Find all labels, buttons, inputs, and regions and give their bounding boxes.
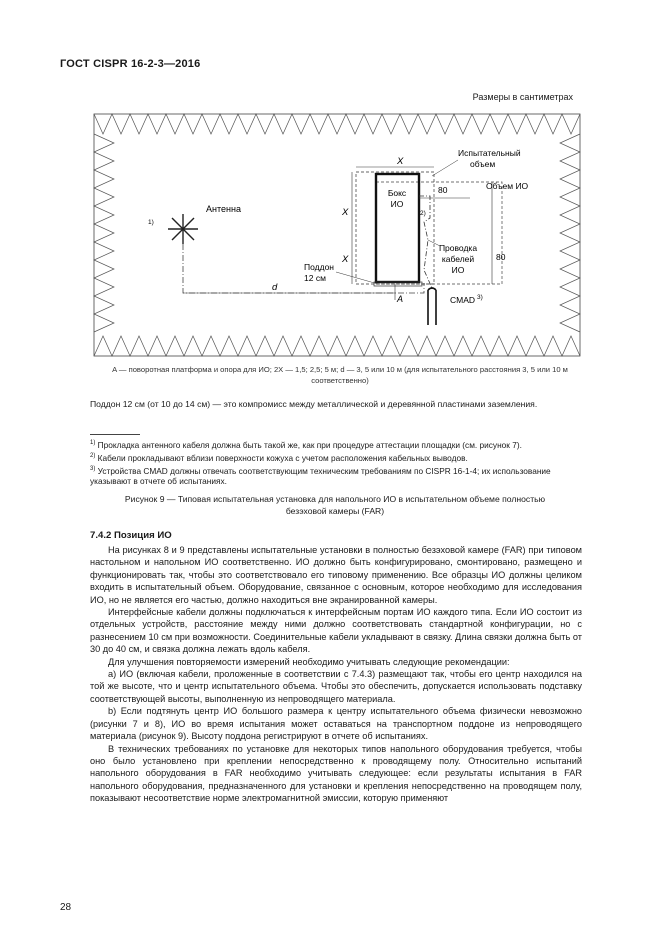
paragraph: На рисунках 8 и 9 представлены испытательные установки в полностью безэховой камере (FAR) при типовом настольном и напольном ИО соответственно. ИО должно быть конфигурировано, смонтировано, размещено и функционировать так, чтобы это соответствовало его типовому применению. Все образцы ИО должны целиком входить в испытательный объем. Оборудование, связанное с основным, которое необходимо для исследования ИО, но не является его частью, должно находиться вне экранированной камеры.	[90, 545, 582, 605]
eut-box-label-2: ИО	[390, 199, 404, 209]
footnote-rule	[90, 434, 140, 435]
paragraph: Интерфейсные кабели должны подключаться к интерфейсным портам ИО каждого типа. Если ИО состоит из отдельных устройств, расстояние между ними должно соответствовать стандартной конфигурации, но с разнесением 10 см при возможности. Соединительные кабели укладывают в связку. Длина связки должна быть от 30 до 40 см, и связка должна лежать вдоль кабеля.	[90, 607, 582, 655]
cabling-label-1: Проводка	[438, 243, 478, 253]
footnote-2: $^{2)}$ Кабели прокладывают вблизи поверхности кожуха с учетом расположения кабельных выводов.	[90, 452, 468, 463]
eut-box-label-1: Бокс	[387, 188, 407, 198]
paragraph: b) Если подтянуть центр ИО большого размера к центру испытательного объема физически невозможно (рисунки 7 и 8), ИО во время испытания может оставаться на транспортном поддоне из непроводящего материала (рисунок 9). Высоту поддона регистрируют в отчете об испытаниях.	[90, 706, 582, 742]
absorber-left	[94, 134, 114, 332]
document-header: ГОСТ CISPR 16-2-3—2016	[60, 58, 201, 70]
footnotes	[90, 438, 582, 487]
cmad-label: CMAD	[450, 295, 476, 305]
eut-volume-label: Объем ИО	[486, 181, 529, 191]
footnote-mark-3: 3)	[477, 294, 483, 301]
pallet-label-2: 12 см	[304, 273, 326, 283]
antenna-icon	[168, 214, 198, 244]
paragraph: Для улучшения повторяемости измерений необходимо учитывать следующие рекомендации:	[108, 656, 510, 667]
pallet-label-1: Поддон	[304, 262, 334, 272]
footnote-1: $^{1)}$ Прокладка антенного кабеля должна быть такой же, как при процедуре аттестации площадки (см. рисунок 7).	[90, 439, 522, 450]
figure-caption: Рисунок 9 — Типовая испытательная установка для напольного ИО в испытательном объеме полностью безэховой камеры (FAR)	[124, 494, 546, 516]
absorber-right	[560, 134, 580, 332]
paragraph: а) ИО (включая кабели, проложенные в соответствии с 7.4.3) размещают так, чтобы его центр находился на той же высоте, что и центр испытательного объема. Чтобы это обеспечить, допускается использовать подставку соответствующей высоты, выполненную из непроводящего материала.	[90, 669, 582, 704]
dim-80-top: 80	[438, 185, 448, 195]
test-volume-label-1: Испытательный	[458, 148, 521, 158]
a-label: A	[397, 294, 404, 304]
figure-diagram	[0, 0, 661, 360]
footnote-mark-1: 1)	[148, 219, 154, 226]
test-volume-label-2: объем	[470, 159, 496, 169]
page-number: 28	[60, 902, 72, 913]
x-top-label: X	[397, 156, 404, 167]
x-left-lower-label: X	[342, 254, 349, 265]
footnote-3: $^{3)}$ Устройства CMAD должны отвечать соответствующим техническим требованиям по CISPR 16-1-4; их использование указывают в отчете об испытаниях.	[90, 465, 551, 487]
absorber-bottom	[94, 336, 580, 356]
footnote-mark-2: 2)	[420, 210, 426, 217]
cmad-device	[428, 288, 436, 325]
absorber-top	[94, 114, 580, 134]
figure-note: A — поворотная платформа и опора для ИО; 2X — 1,5; 2,5; 5 м; d — 3, 5 или 10 м (для испытательного расстояния 3, 5 или 10 м соответственно)	[112, 365, 568, 385]
cabling-label-2: кабелей	[441, 254, 475, 264]
cabling-label-3: ИО	[451, 265, 465, 275]
paragraph: В технических требованиях по установке для некоторых типов напольного оборудования требуется, чтобы оно было установлено при креплении непосредственно к проводящему полу. Относительно испытаний напольного оборудования в FAR необходимо учитывать следующее: если результаты испытания в FAR напольного оборудования, предназначенного для установки и крепления непосредственно на проводящем полу, показывают несоответствие норме электромагнитной эмиссии, которую применяют	[90, 743, 582, 804]
units-note: Размеры в сантиметрах	[472, 92, 573, 102]
d-label: d	[272, 282, 278, 293]
antenna-label: Антенна	[206, 204, 241, 214]
dim-80-side: 80	[496, 252, 506, 262]
pallet-note: Поддон 12 см (от 10 до 14 см) — это компромисс между металлической и деревянной пластинами заземления.	[90, 399, 538, 409]
x-left-upper-label: X	[342, 207, 349, 218]
section-body	[90, 544, 582, 805]
section-title: 7.4.2 Позиция ИО	[90, 530, 172, 541]
